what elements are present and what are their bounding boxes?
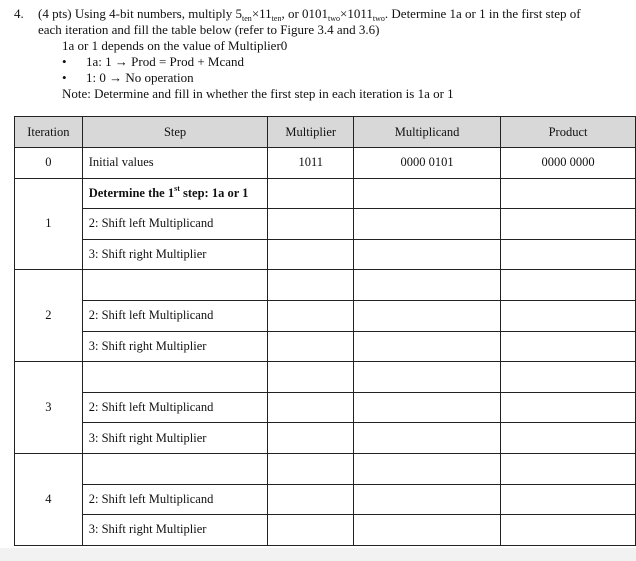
multiplicand-cell[interactable] [354, 515, 501, 546]
table-row [15, 392, 636, 423]
step-cell: 3: Shift right Multiplier [82, 331, 268, 362]
product-cell[interactable] [501, 423, 636, 454]
step-cell: 3: Shift right Multiplier [82, 423, 268, 454]
table-row [15, 484, 636, 515]
iteration-cell: 1 [15, 178, 83, 270]
step-cell-blank[interactable] [82, 453, 268, 484]
iteration-cell: 0 [15, 148, 83, 179]
question-number: 4. [14, 6, 24, 21]
product-cell[interactable] [501, 300, 636, 331]
product-cell[interactable] [501, 515, 636, 546]
multiplier-cell[interactable] [268, 423, 354, 454]
step-cell-blank[interactable] [82, 362, 268, 393]
multiplier-cell[interactable] [268, 239, 354, 270]
bullet-1a: 1a: 1 → Prod = Prod + Mcand [86, 54, 245, 69]
multiplicand-cell[interactable] [354, 392, 501, 423]
product-cell[interactable] [501, 484, 636, 515]
multiplier-cell[interactable] [268, 331, 354, 362]
question-line-2: each iteration and fill the table below (refer to Figure 3.4 and 3.6) [38, 22, 380, 37]
iteration-cell: 4 [15, 453, 83, 545]
table-row [15, 362, 636, 393]
multiplier-cell[interactable] [268, 515, 354, 546]
header-iteration: Iteration [15, 117, 83, 148]
step-cell: 2: Shift left Multiplicand [82, 300, 268, 331]
multiplicand-cell[interactable] [354, 270, 501, 301]
table-row [15, 148, 636, 179]
multiplicand-cell[interactable] [354, 300, 501, 331]
product-cell[interactable] [501, 453, 636, 484]
table-row [15, 270, 636, 301]
table-row [15, 331, 636, 362]
multiplication-table [14, 116, 636, 546]
table-row [15, 515, 636, 546]
product-cell[interactable] [501, 178, 636, 209]
multiplier-cell[interactable] [268, 300, 354, 331]
multiplier-cell[interactable] [268, 270, 354, 301]
bullet-icon: • [62, 70, 67, 85]
header-product: Product [501, 117, 636, 148]
table-header-row [15, 117, 636, 148]
header-multiplicand: Multiplicand [354, 117, 501, 148]
table-row [15, 239, 636, 270]
step-cell: 3: Shift right Multiplier [82, 515, 268, 546]
multiplicand-cell[interactable] [354, 331, 501, 362]
table-row [15, 178, 636, 209]
step-cell: Initial values [82, 148, 268, 179]
bottom-strip [0, 548, 636, 561]
table-row [15, 300, 636, 331]
step-cell: 2: Shift left Multiplicand [82, 484, 268, 515]
multiplier-cell: 1011 [268, 148, 354, 179]
multiplicand-cell[interactable] [354, 362, 501, 393]
product-cell[interactable] [501, 331, 636, 362]
multiplier-cell[interactable] [268, 209, 354, 240]
table-row [15, 453, 636, 484]
product-cell[interactable] [501, 239, 636, 270]
multiplicand-cell[interactable] [354, 423, 501, 454]
bullet-1: 1: 0 → No operation [86, 70, 194, 85]
question-line-3: 1a or 1 depends on the value of Multiplier0 [62, 38, 288, 53]
step-cell: 2: Shift left Multiplicand [82, 392, 268, 423]
table-row [15, 209, 636, 240]
multiplicand-cell: 0000 0101 [354, 148, 501, 179]
step-cell-blank[interactable] [82, 270, 268, 301]
table-row [15, 423, 636, 454]
product-cell[interactable] [501, 362, 636, 393]
iteration-cell: 2 [15, 270, 83, 362]
bullet-icon: • [62, 54, 67, 69]
header-multiplier: Multiplier [268, 117, 354, 148]
iteration-cell: 3 [15, 362, 83, 454]
product-cell: 0000 0000 [501, 148, 636, 179]
product-cell[interactable] [501, 270, 636, 301]
multiplier-cell[interactable] [268, 392, 354, 423]
multiplier-cell[interactable] [268, 484, 354, 515]
multiplier-cell[interactable] [268, 362, 354, 393]
multiplier-cell[interactable] [268, 453, 354, 484]
question-note: Note: Determine and fill in whether the first step in each iteration is 1a or 1 [62, 86, 454, 101]
multiplicand-cell[interactable] [354, 484, 501, 515]
step-cell: 2: Shift left Multiplicand [82, 209, 268, 240]
multiplicand-cell[interactable] [354, 178, 501, 209]
question-line-1: (4 pts) Using 4-bit numbers, multiply $5_{ten}\times 11_{ten}$, or $0101_{two}\times 1011_{two}$. Determine 1a or 1 in the first step of [38, 6, 581, 23]
step-cell-determine: Determine the 1st step: 1a or 1 [82, 178, 268, 209]
product-cell[interactable] [501, 392, 636, 423]
product-cell[interactable] [501, 209, 636, 240]
step-cell: 3: Shift right Multiplier [82, 239, 268, 270]
multiplicand-cell[interactable] [354, 209, 501, 240]
multiplier-cell[interactable] [268, 178, 354, 209]
header-step: Step [82, 117, 268, 148]
multiplicand-cell[interactable] [354, 239, 501, 270]
multiplicand-cell[interactable] [354, 453, 501, 484]
